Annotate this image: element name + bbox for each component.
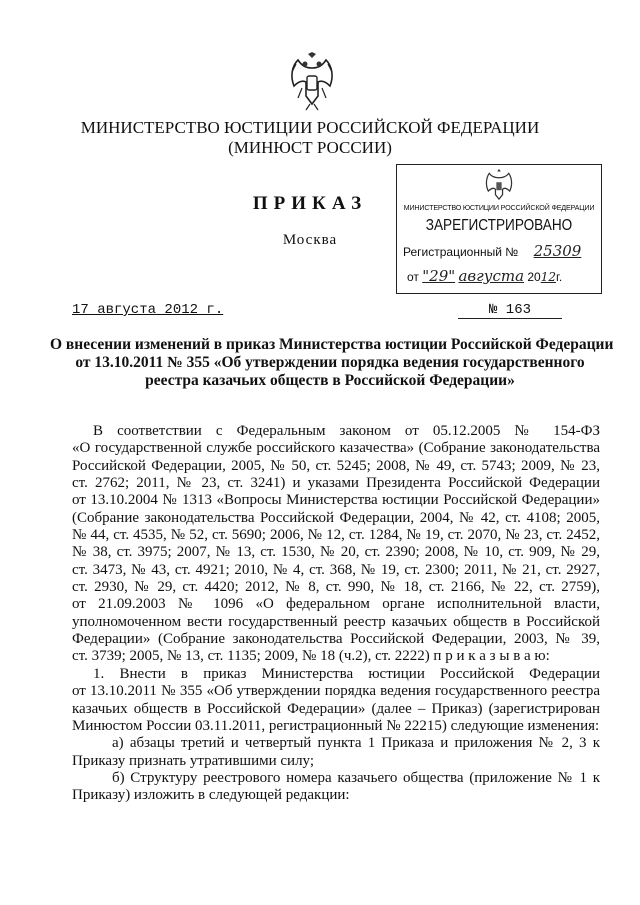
ministry-name-line1: МИНИСТЕРСТВО ЮСТИЦИИ РОССИЙСКОЙ ФЕДЕРАЦИИ xyxy=(80,118,540,137)
body-line: уполномоченном вести государственный реестр казачьих обществ в Российской xyxy=(72,613,600,630)
stamp-emblem-icon xyxy=(483,168,515,200)
body-line: а) абзацы третий и четвертый пункта 1 Приказа и приложения № 2, 3 к xyxy=(112,735,600,752)
stamp-reg-label: Регистрационный № xyxy=(403,245,519,259)
stamp-date-suffix: г. xyxy=(556,270,563,284)
document-number: № 163 xyxy=(458,302,562,319)
body-line: от 21.09.2003 № 1096 «О федеральном органе исполнительной власти, xyxy=(72,596,600,613)
document-title xyxy=(50,336,614,390)
body-line: № 44, ст. 4535, № 52, ст. 5690; 2006, № 12, ст. 1284, № 19, ст. 2070, № 23, ст. 2452, xyxy=(72,527,600,544)
stamp-reg-number-row xyxy=(403,242,593,262)
title-line: О внесении изменений в приказ Министерства юстиции Российской Федерации xyxy=(50,336,614,353)
body-line: от 13.10.2011 № 355 «Об утверждении порядка ведения государственного реестра xyxy=(72,683,600,700)
body-line: 1. Внести в приказ Министерства юстиции Российской Федерации xyxy=(93,665,600,682)
body-line: ст. 2762; 2011, № 23, ст. 3241) и указами Президента Российской Федерации xyxy=(72,475,600,492)
body-line: от 13.10.2004 № 1313 «Вопросы Министерства юстиции Российской Федерации» xyxy=(72,492,600,509)
stamp-date-year-prefix: 20 xyxy=(527,270,541,284)
body-line: казачьих обществ в Российской Федерации» (далее – Приказ) (зарегистрирован xyxy=(72,700,600,717)
stamp-date-day: "29" xyxy=(422,267,456,285)
document-date: 17 августа 2012 г. xyxy=(72,302,224,318)
body-line: № 38, ст. 3975; 2007, № 13, ст. 1530, № 20, ст. 2390; 2008, № 10, ст. 909, № 29, xyxy=(72,544,600,561)
body-line: Российской Федерации, 2005, № 50, ст. 5245; 2008, № 49, ст. 5743; 2009, № 23, xyxy=(72,457,600,474)
body-line: Приказу) изложить в следующей редакции: xyxy=(72,787,350,804)
document-city: Москва xyxy=(282,232,338,248)
stamp-registered-label: ЗАРЕГИСТРИРОВАНО xyxy=(425,217,573,234)
stamp-date-month: августа xyxy=(458,267,525,285)
body-line: (Собрание законодательства Российской Федерации, 2004, № 42, ст. 4108; 2005, xyxy=(72,509,600,526)
body-line: Минюстом России 03.11.2011, регистрационный № 22215) следующие изменения: xyxy=(72,717,600,734)
document-body xyxy=(72,423,600,805)
title-line: от 13.10.2011 № 355 «Об утверждении порядка ведения государственного xyxy=(75,354,585,371)
stamp-date-year: 12 xyxy=(540,270,556,284)
title-line: реестра казачьих обществ в Российской Федерации» xyxy=(145,372,515,389)
body-line: Приказу признать утратившими силу; xyxy=(72,752,315,769)
body-line: «О государственной службе российского казачества» (Собрание законодательства xyxy=(72,440,600,457)
body-line: ст. 2930, № 29, ст. 4420; 2012, № 8, ст. 990, № 18, ст. 2166, № 22, ст. 2759), xyxy=(72,579,600,596)
ministry-name-line2: (МИНЮСТ РОССИИ) xyxy=(228,138,392,157)
stamp-header: МИНИСТЕРСТВО ЮСТИЦИИ РОССИЙСКОЙ ФЕДЕРАЦИИ xyxy=(403,203,595,212)
document-type: ПРИКАЗ xyxy=(252,193,368,214)
body-line: Федерации» (Собрание законодательства Российской Федерации, 2003, № 39, xyxy=(72,631,600,648)
body-line: В соответствии с Федеральным законом от 05.12.2005 № 154-ФЗ xyxy=(93,423,600,439)
body-line: б) Структуру реестрового номера казачьего общества (приложение № 1 к xyxy=(112,769,600,786)
stamp-reg-number: 25309 xyxy=(533,242,582,260)
ministry-name xyxy=(60,118,560,158)
stamp-date-row xyxy=(407,267,562,287)
body-line: ст. 3473, № 43, ст. 4921; 2010, № 4, ст. 368, № 19, ст. 2300; 2011, № 21, ст. 2927, xyxy=(72,561,600,578)
body-line: ст. 3739; 2005, № 13, ст. 1135; 2009, № 18 (ч.2), ст. 2222) п р и к а з ы в а ю: xyxy=(72,648,550,665)
coat-of-arms-emblem xyxy=(288,52,336,112)
stamp-date-prefix: от xyxy=(407,270,419,284)
registration-stamp xyxy=(396,164,602,294)
